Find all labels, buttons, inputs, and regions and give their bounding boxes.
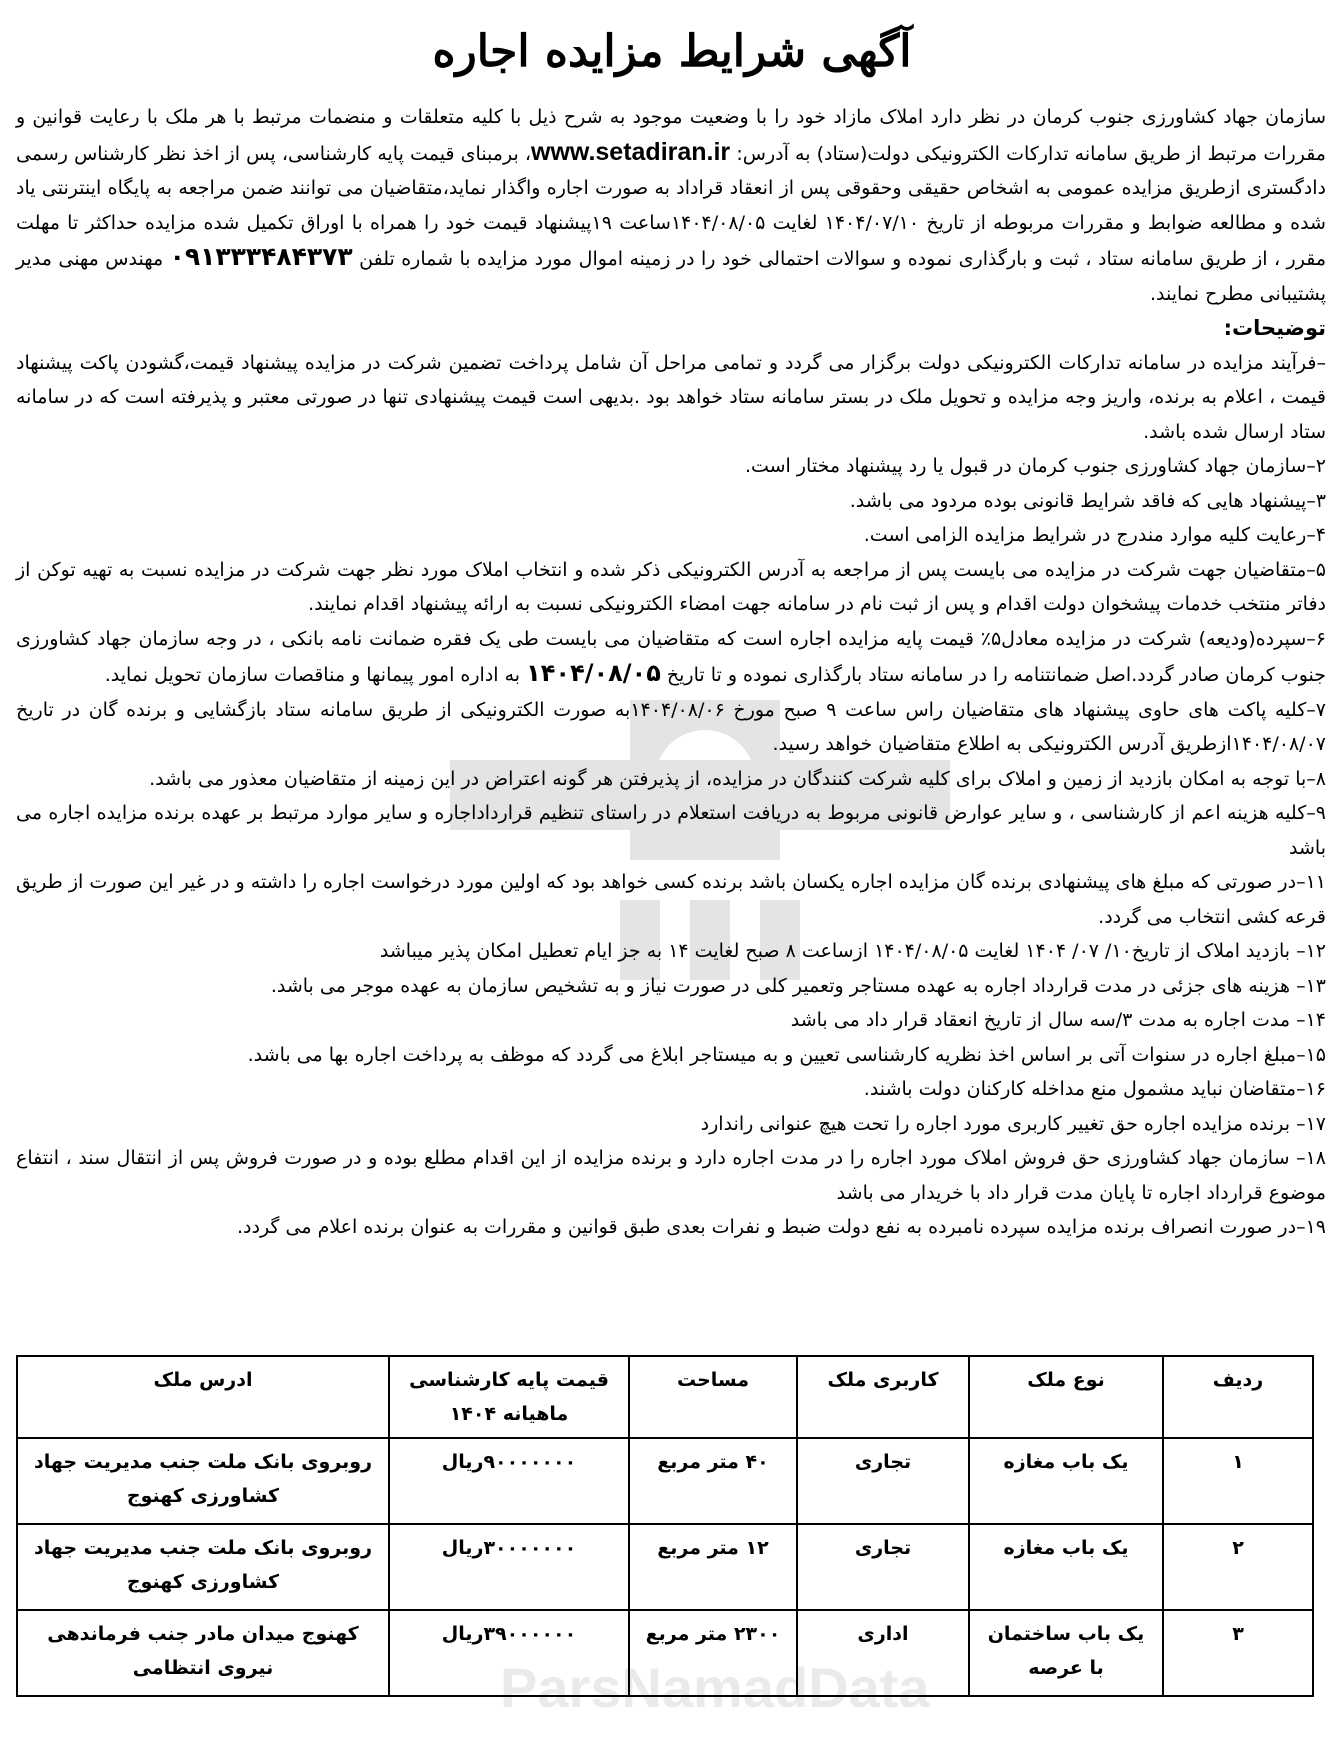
note-item: ۴–رعایت کلیه موارد مندرج در شرایط مزایده الزامی است. xyxy=(863,524,1326,546)
intro-part-2: ، برمبنای قیمت پایه کارشناسی، پس از اخذ نظر کارشناس رسمی دادگستری ازطریق مزایده عمومی به اشخاص حقیقی وحقوقی پس از انعقاد قراداد به صورت اجاره واگذار نماید،متقاضیان می توانند ضمن مراجعه به پایگاه اینترنتی یاد شده و مطالعه ضوابط و مقررات مربوطه از تاریخ ۱۴۰۴/۰۷/۱۰ لغایت ۱۴۰۴/۰۸/۰۵ساعت ۱۹پیشنهاد قیمت خود را همراه با اوراق تکمیل شده مزایده حداکثر تا مهلت مقرر ، از طریق سامانه ستاد ، ثبت و بارگذاری نموده و سوالات احتمالی خود را در زمینه اموال مورد مزایده با شماره تلفن xyxy=(16,142,1326,270)
note-item: ۷–کلیه پاکت های حاوی پیشنهاد های متقاضیان راس ساعت ۹ صبح مورخ ۱۴۰۴/۰۸/۰۶به صورت الکترونیکی از طریق سامانه ستاد بازگشایی و برنده گان در تاریخ ۱۴۰۴/۰۸/۰۷ازطریق آدرس الکترونیکی به اطلاع متقاضیان خواهد رسید. xyxy=(16,698,1326,755)
intro-part-3: مهندس مهنی مدیر پشتیبانی مطرح نمایند. xyxy=(16,248,1326,305)
note-item: ۲–سازمان جهاد کشاورزی جنوب کرمان در قبول یا رد پیشنهاد مختار است. xyxy=(744,455,1326,477)
header-row-number: ردیف xyxy=(1163,1356,1313,1438)
cell-property-use: تجاری xyxy=(797,1524,969,1610)
cell-base-price: ۳۰۰۰۰۰۰۰ریال xyxy=(389,1524,629,1610)
cell-property-type: یک باب مغازه xyxy=(969,1524,1163,1610)
note-item: ۵–متقاضیان جهت شرکت در مزایده می بایست پس از مراجعه به آدرس الکترونیکی ذکر شده و انتخاب املاک مورد نظر جهت شرکت در مزایده نسبت به تهیه توکن از دفاتر منتخب خدمات پیشخوان دولت اقدام و پس از ثبت نام در سامانه جهت امضاء الکترونیکی نسبت به ارائه پیشنهاد اقدام نمایند. xyxy=(16,558,1326,615)
header-base-price: قیمت پایه کارشناسی ماهیانه ۱۴۰۴ xyxy=(389,1356,629,1438)
properties-table xyxy=(16,1355,1314,1697)
cell-address: روبروی بانک ملت جنب مدیریت جهاد کشاورزی کهنوج xyxy=(17,1438,389,1524)
header-property-use: کاربری ملک xyxy=(797,1356,969,1438)
header-address: ادرس ملک xyxy=(17,1356,389,1438)
cell-row-number: ۲ xyxy=(1163,1524,1313,1610)
cell-area: ۱۲ متر مربع xyxy=(629,1524,797,1610)
notice-body xyxy=(16,100,1326,1245)
note-item: ۱۱–در صورتی که مبلغ های پیشنهادی برنده گان مزایده اجاره یکسان باشد برنده کسی خواهد بود که اولین مورد درخواست اجاره را داشته و در غیر این صورت از طریق قرعه کشی انتخاب می گردد. xyxy=(16,871,1326,928)
note-item: ۸–با توجه به امکان بازدید از زمین و املاک برای کلیه شرکت کنندگان در مزایده، از پذیرفتن هر گونه اعتراض در این زمینه از متقاضیان معذور می باشد. xyxy=(149,767,1326,790)
cell-row-number: ۳ xyxy=(1163,1610,1313,1696)
note-item-6 xyxy=(16,622,1326,693)
deadline-date: ۱۴۰۴/۰۸/۰۵ xyxy=(526,659,661,687)
page-title: آگهی شرایط مزایده اجاره xyxy=(432,26,912,77)
note-item: –فرآیند مزایده در سامانه تدارکات الکترونیکی دولت برگزار می گردد و تمامی مراحل آن شامل پرداخت تضمین شرکت در مزایده پیشنهاد قیمت،گشودن پاکت پیشنهاد قیمت ، اعلام به برنده، واریز وجه مزایده و تحویل ملک در بستر سامانه ستاد خواهد بود .بدیهی است قیمت پیشنهادی تنها در صورتی معتبر و پذیرفته است که در سامانه ستاد ارسال شده باشد. xyxy=(16,351,1326,443)
cell-base-price: ۹۰۰۰۰۰۰۰ریال xyxy=(389,1438,629,1524)
intro-paragraph xyxy=(16,100,1326,311)
note6-after: به اداره امور پیمانها و مناقصات سازمان تحویل نماید. xyxy=(104,664,527,686)
table-row xyxy=(17,1524,1313,1610)
note6-before: ۶–سپرده(ودیعه) شرکت در مزایده معادل۵٪ قیمت پایه مزایده اجاره است که متقاضیان می بایست طی یک فقره ضمانت نامه بانکی ، در وجه سازمان جهاد کشاورزی جنوب کرمان صادر گردد.اصل ضمانتنامه را در سامانه ستاد بارگذاری نموده و تا تاریخ xyxy=(16,627,1326,686)
notes-heading: توضیحات: xyxy=(1223,316,1326,340)
cell-property-use: اداری xyxy=(797,1610,969,1696)
note-item: ۹–کلیه هزینه اعم از کارشناسی ، و سایر عوارض قانونی مربوط به دریافت استعلام در راستای تنظیم قرارداداجاره و سایر موارد مرتبط بر عهده برنده مزایده اجاره می باشد xyxy=(16,802,1326,859)
website-link[interactable]: www.setadiran.ir xyxy=(531,137,731,166)
phone-number: ۰۹۱۳۳۳۴۸۴۳۷۳ xyxy=(169,242,353,271)
intro-part-1: سازمان جهاد کشاورزی جنوب کرمان در نظر دارد املاک مازاد خود را با وضعیت موجود به شرح ذیل با کلیه متعلقات و منضمات مرتبط با هر ملک با رعایت قوانین و مقررات مرتبط از طریق سامانه تدارکات الکترونیکی دولت(ستاد) به آدرس: xyxy=(16,106,1326,165)
cell-area: ۴۰ متر مربع xyxy=(629,1438,797,1524)
table-header-row xyxy=(17,1356,1313,1438)
cell-property-type: یک باب ساختمان با عرصه xyxy=(969,1610,1163,1696)
note-item: ۳–پیشنهاد هایی که فاقد شرایط قانونی بوده مردود می باشد. xyxy=(849,489,1326,512)
table-row xyxy=(17,1438,1313,1524)
header-property-type: نوع ملک xyxy=(969,1356,1163,1438)
note-item: ۱۷– برنده مزایده اجاره حق تغییر کاربری مورد اجاره را تحت هیچ عنوانی راندارد xyxy=(700,1112,1326,1135)
note-item: ۱۳– هزینه های جزئی در مدت قرارداد اجاره به عهده مستاجر وتعمیر کلی در صورت نیاز و به تشخیص سازمان به عهده موجر می باشد. xyxy=(270,974,1326,997)
cell-address: روبروی بانک ملت جنب مدیریت جهاد کشاورزی کهنوج xyxy=(17,1524,389,1610)
header-area: مساحت xyxy=(629,1356,797,1438)
cell-property-use: تجاری xyxy=(797,1438,969,1524)
cell-address: کهنوج میدان مادر جنب فرماندهی نیروی انتظامی xyxy=(17,1610,389,1696)
cell-area: ۲۳۰۰ متر مربع xyxy=(629,1610,797,1696)
cell-property-type: یک باب مغازه xyxy=(969,1438,1163,1524)
note-item: ۱۴– مدت اجاره به مدت ۳/سه سال از تاریخ انعقاد قرار داد می باشد xyxy=(790,1009,1326,1031)
note-item: ۱۵–مبلغ اجاره در سنوات آتی بر اساس اخذ نظریه کارشناسی تعیین و به میستاجر ابلاغ می گردد که موظف به پرداخت اجاره بها می باشد. xyxy=(247,1043,1326,1066)
note-item: ۱۹–در صورت انصراف برنده مزایده سپرده نامبرده به نفع دولت ضبط و نفرات بعدی طبق قوانین و مقررات به عنوان برنده اعلام می گردد. xyxy=(236,1216,1326,1238)
cell-row-number: ۱ xyxy=(1163,1438,1313,1524)
cell-base-price: ۳۹۰۰۰۰۰۰ریال xyxy=(389,1610,629,1696)
note-item: ۱۶–متقاضان نباید مشمول منع مداخله کارکنان دولت باشند. xyxy=(863,1078,1326,1100)
note-item: ۱۸– سازمان جهاد کشاورزی حق فروش املاک مورد اجاره را در مدت اجاره دارد و برنده مزایده از این اقدام مطلع بوده و در صورت فروش پس از انتقال سند ، انتفاع موضوع قرارداد اجاره تا پایان مدت قرار داد با خریدار می باشد xyxy=(16,1147,1326,1204)
watermark-caption: ParsNamadData xyxy=(500,1656,930,1719)
note-item: ۱۲– بازدید املاک از تاریخ۱۰/ ۰۷/ ۱۴۰۴ لغایت ۱۴۰۴/۰۸/۰۵ ازساعت ۸ صبح لغایت ۱۴ به جز ایام تعطیل امکان پذیر میباشد xyxy=(379,940,1326,962)
table-row xyxy=(17,1610,1313,1696)
